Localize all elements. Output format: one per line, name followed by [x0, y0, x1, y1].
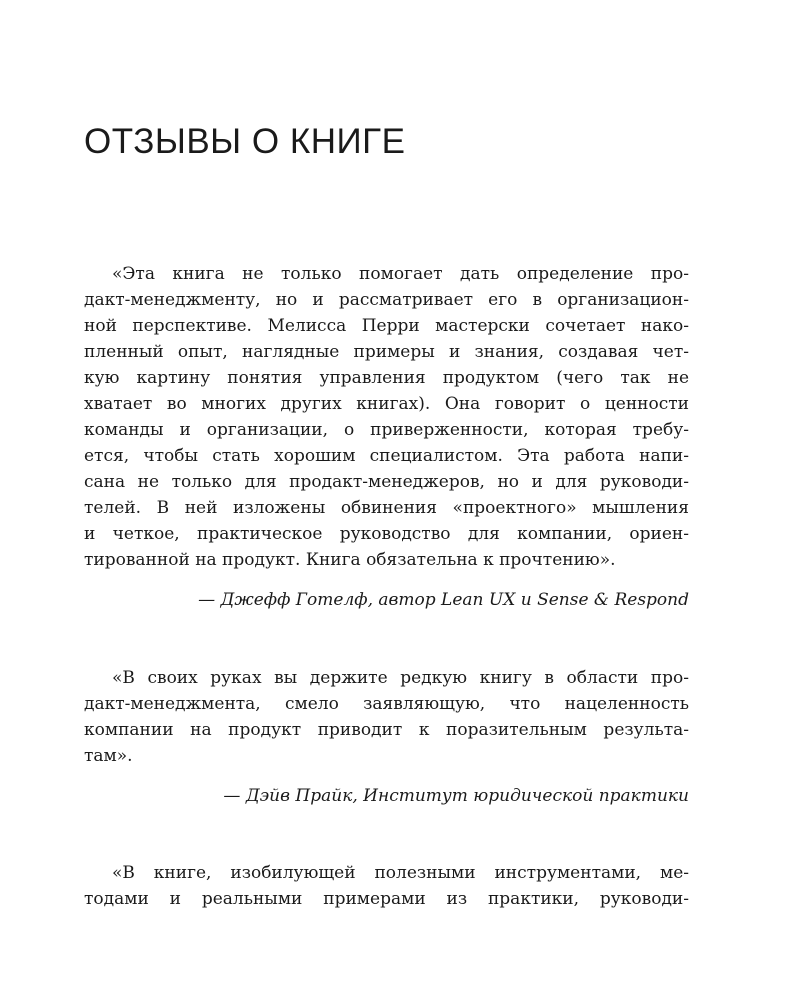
review-3-text	[84, 860, 689, 912]
review-line: «В книге, изобилующей полезными инструментами, ме-	[112, 863, 689, 883]
review-line: и четкое, практическое руководство для компании, ориен-	[84, 524, 689, 544]
review-line: дакт-менеджмента, смело заявляющую, что нацеленность	[84, 694, 689, 714]
review-2-attribution: — Дэйв Прайк, Институт юридической практики	[223, 786, 689, 806]
review-1-text	[84, 261, 689, 573]
page-title: ОТЗЫВЫ О КНИГЕ	[84, 122, 406, 161]
review-1-attribution: — Джефф Готелф, автор Lean UX и Sense & Respond	[198, 590, 689, 610]
review-line: телей. В ней изложены обвинения «проектного» мышления	[84, 498, 689, 518]
review-line: ной перспективе. Мелисса Перри мастерски сочетает нако-	[84, 316, 689, 336]
review-line: тированной на продукт. Книга обязательна к прочтению».	[84, 550, 616, 570]
review-line: «Эта книга не только помогает дать определение про-	[112, 264, 689, 284]
review-line: пленный опыт, наглядные примеры и знания, создавая чет-	[84, 342, 689, 362]
review-line: «В своих руках вы держите редкую книгу в области про-	[112, 668, 689, 688]
review-line: команды и организации, о приверженности, которая требу-	[84, 420, 689, 440]
review-line: сана не только для продакт-менеджеров, но и для руководи-	[84, 472, 689, 492]
review-line: компании на продукт приводит к поразительным результа-	[84, 720, 689, 740]
review-line: дакт-менеджменту, но и рассматривает его в организацион-	[84, 290, 689, 310]
review-line: хватает во многих других книгах). Она говорит о ценности	[84, 394, 689, 414]
review-line: там».	[84, 746, 133, 766]
review-2-text	[84, 665, 689, 769]
review-line: кую картину понятия управления продуктом (чего так не	[84, 368, 689, 388]
review-line: тодами и реальными примерами из практики, руководи-	[84, 889, 689, 909]
review-line: ется, чтобы стать хорошим специалистом. Эта работа напи-	[84, 446, 689, 466]
